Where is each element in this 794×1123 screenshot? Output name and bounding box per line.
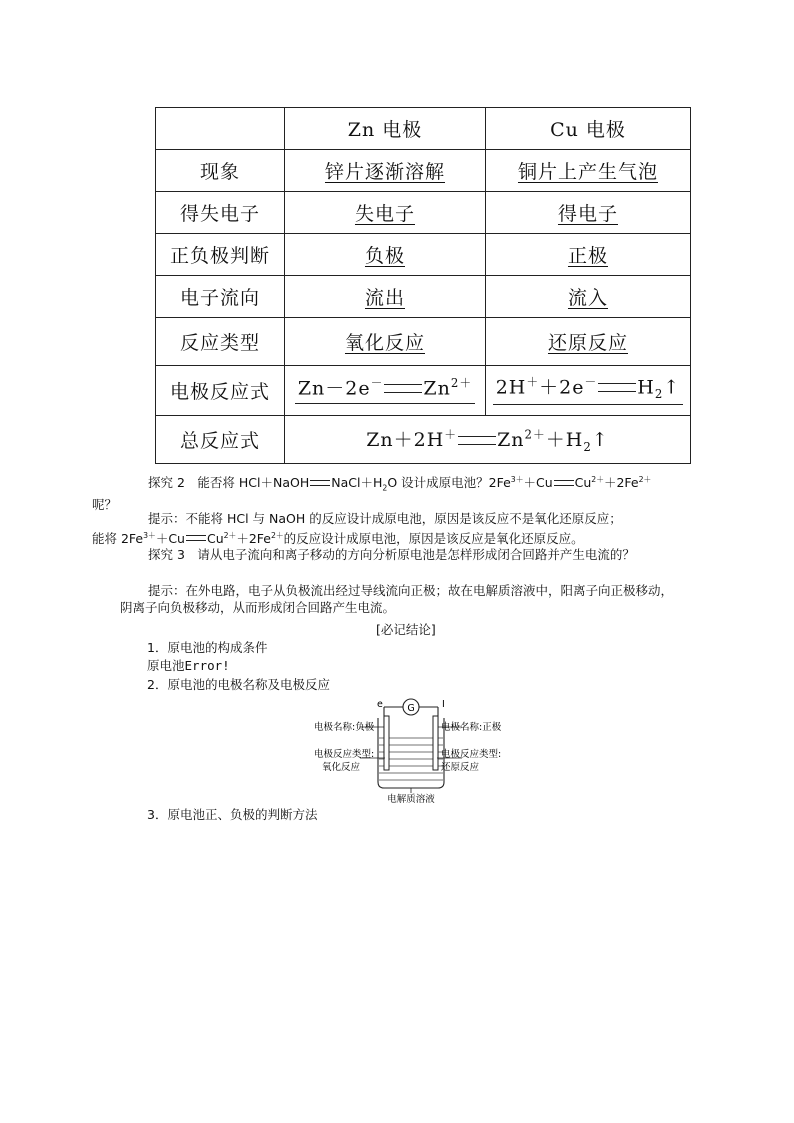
zn-value: 负极 (364, 245, 405, 267)
header-empty (156, 108, 285, 150)
table-row (156, 150, 691, 192)
left-type-value: 氧化反应 (322, 762, 361, 773)
row-label: 总反应式 (156, 416, 285, 464)
zn-value: 锌片逐渐溶解 (324, 161, 445, 183)
row-label: 电子流向 (156, 276, 285, 318)
table-row (156, 234, 691, 276)
zn-value: 失电子 (354, 203, 415, 225)
electron-label: e (377, 699, 383, 710)
table-row-electrode-eq (156, 366, 691, 416)
header-cu: Cu 电极 (486, 108, 691, 150)
zn-value: 氧化反应 (344, 332, 425, 354)
table-header-row (156, 108, 691, 150)
table-row (156, 192, 691, 234)
error-text: Error! (184, 658, 230, 673)
positive-electrode (433, 716, 438, 770)
hint-2: 提示：不能将 HCl 与 NaOH 的反应设计成原电池，原因是该反应不是氧化还原反应； 能将 $2Fe^{3+}+Cu$ $Cu^{2+}+2Fe^{2+}$的反应设计成原电池，原因是该反应是氧化还原反应。 (92, 511, 622, 546)
left-name-label: 电极名称:负极 (314, 722, 375, 733)
row-label: 反应类型 (156, 318, 285, 366)
cu-value: 还原反应 (547, 332, 628, 354)
item-1-line: 原电池Error! (147, 658, 230, 673)
cu-value: 正极 (567, 245, 608, 267)
comparison-table (155, 107, 691, 464)
row-label: 电极反应式 (156, 366, 285, 416)
zn-value: 流出 (364, 287, 405, 309)
galvanometer-label: G (407, 703, 415, 714)
right-type-value: 还原反应 (441, 762, 480, 773)
left-type-label: 电极反应类型: (314, 749, 375, 760)
item-2: 2．原电池的电极名称及电极反应 (147, 677, 330, 692)
explore-3: 探究 3 请从电子流向和离子移动的方向分析原电池是怎样形成闭合回路并产生电流的？ (148, 547, 635, 562)
cu-value: 得电子 (557, 203, 618, 225)
cu-value: 流入 (567, 287, 608, 309)
table-row-total-eq (156, 416, 691, 464)
zn-equation: Zn－2e－ $Zn^{2+}$ (285, 366, 486, 416)
cu-equation: 2H＋＋2e－ $H_2↑$ (486, 366, 691, 416)
current-label: I (442, 699, 445, 710)
header-zn: Zn 电极 (285, 108, 486, 150)
galvanic-cell-diagram (300, 690, 520, 805)
hint-3: 提示：在外电路，电子从负极流出经过导线流向正极；故在电解质溶液中，阳离子向正极移动，阴离子向负极移动，从而形成闭合回路产生电流。 (120, 583, 674, 615)
explore-2: 探究 2 能否将 HCl＋NaOH $NaCl+H_2O$ 设计成原电池？$2Fe^{3+}+Cu$ $Cu^{2+}+2Fe^{2+}$ 呢？ (92, 475, 652, 513)
table-row (156, 318, 691, 366)
row-label: 正负极判断 (156, 234, 285, 276)
right-name-label: 电极名称:正极 (441, 722, 502, 733)
row-label: 现象 (156, 150, 285, 192)
negative-electrode (384, 716, 389, 770)
conclusion-heading: [必记结论] (376, 622, 436, 637)
total-equation: Zn＋2H＋ $Zn^{2+}+H_2↑$ (285, 416, 691, 464)
right-type-label: 电极反应类型: (441, 749, 502, 760)
electrolyte-label: 电解质溶液 (387, 794, 435, 805)
cu-value: 铜片上产生气泡 (517, 161, 658, 183)
item-1: 1．原电池的构成条件 (147, 640, 268, 655)
item-3: 3．原电池正、负极的判断方法 (147, 807, 318, 822)
table-row (156, 276, 691, 318)
row-label: 得失电子 (156, 192, 285, 234)
